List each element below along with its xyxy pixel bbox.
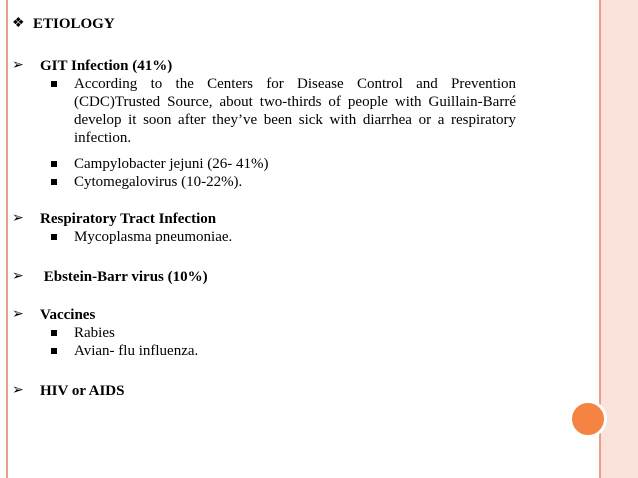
slide-title: ETIOLOGY	[33, 16, 115, 32]
square-bullet-icon	[51, 179, 57, 185]
section-heading: Vaccines	[40, 307, 96, 323]
list-item: Cytomegalovirus (10-22%).	[74, 174, 243, 190]
section-heading: HIV or AIDS	[40, 383, 125, 399]
section-heading: Respiratory Tract Infection	[40, 211, 217, 227]
arrow-bullet-icon: ➢	[12, 211, 24, 226]
list-item: Avian- flu influenza.	[74, 343, 199, 359]
list-item: Mycoplasma pneumoniae.	[74, 229, 233, 245]
list-item: Rabies	[74, 325, 115, 341]
section-heading: Ebstein-Barr virus (10%)	[40, 269, 208, 285]
square-bullet-icon	[51, 81, 57, 87]
arrow-bullet-icon: ➢	[12, 307, 24, 322]
diamond-bullet-icon: ❖	[12, 16, 25, 31]
arrow-bullet-icon: ➢	[12, 269, 24, 284]
section-heading: GIT Infection (41%)	[40, 58, 173, 74]
decorative-circle	[569, 400, 607, 438]
square-bullet-icon	[51, 330, 57, 336]
list-item: According to the Centers for Disease Control and Prevention (CDC)Trusted Source, about two-thirds of people with Guillain-Barré develop it soon after they’ve been sick with diarrhea or a respiratory infection.	[74, 76, 516, 146]
square-bullet-icon	[51, 348, 57, 354]
arrow-bullet-icon: ➢	[12, 383, 24, 398]
list-item: Campylobacter jejuni (26- 41%)	[74, 156, 269, 172]
square-bullet-icon	[51, 161, 57, 167]
right-side-panel	[601, 0, 638, 478]
square-bullet-icon	[51, 234, 57, 240]
left-border-line	[6, 0, 8, 478]
arrow-bullet-icon: ➢	[12, 58, 24, 73]
